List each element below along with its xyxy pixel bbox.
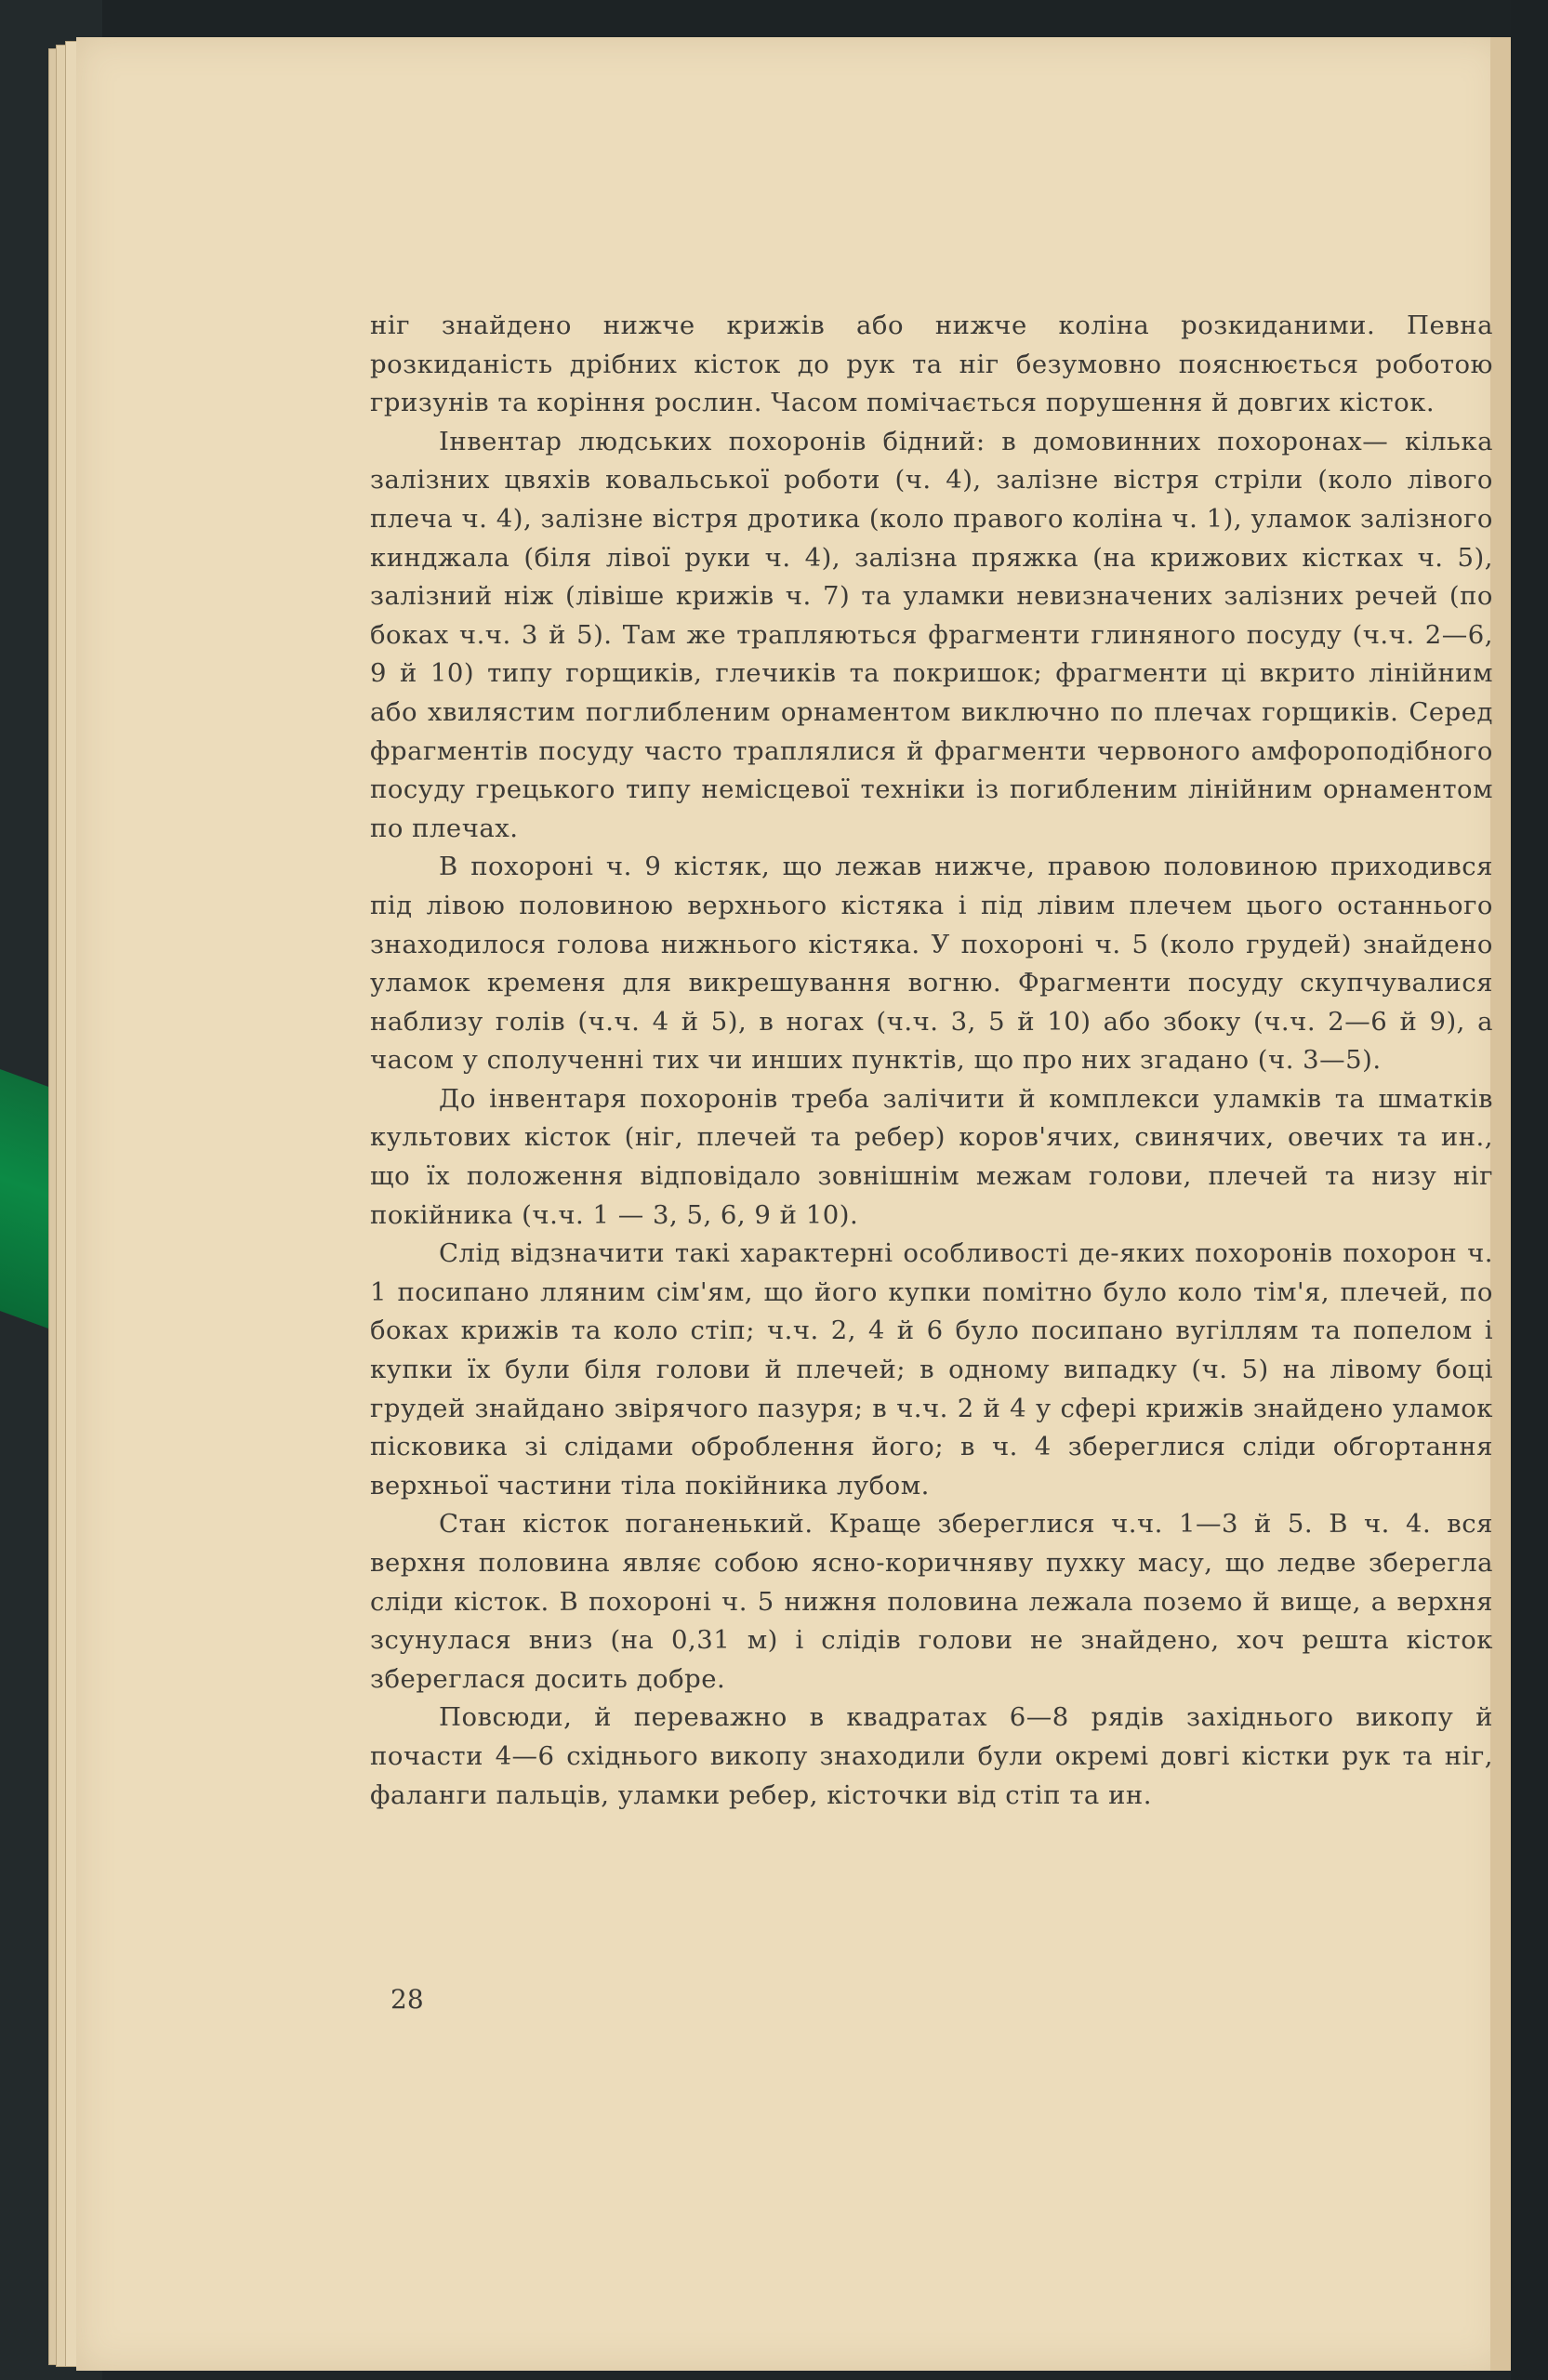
- scan-background-right: [1511, 0, 1548, 2380]
- paragraph-continuation: ніг знайдено нижче крижів або нижче коліна розкиданими. Певна розкиданість дрібних кісток до рук та ніг безумовно пояснюється роботою гризунів та коріння рослин. Часом помічається порушення й довгих кісток.: [370, 311, 1493, 418]
- paragraph-cult-bones: До інвентаря похоронів треба залічити й комплекси уламків та шматків культових кісток (ніг, плечей та ребер) коров'ячих, свинячих, овечих та ин., що їх положення відповідало зовнішнім межам голови, плечей та низу ніг покійника (ч.ч. 1 — 3, 5, 6, 9 й 10).: [370, 1083, 1493, 1230]
- paragraph-inventory: Інвентар людських похоронів бідний: в домовинних похоронах— кілька залізних цвяхів ковальської роботи (ч. 4), залізне вістря стріли (коло лівого плеча ч. 4), залізне вістря дротика (коло правого коліна ч. 1), уламок залізного кинджала (біля лівої руки ч. 4), залізна пряжка (на крижових кістках ч. 5), залізний ніж (лівіше крижів ч. 7) та уламки невизначених залізних речей (по боках ч.ч. 3 й 5). Там же трапляються фрагменти глиняного посуду (ч.ч. 2—6, 9 й 10) типу горщиків, глечиків та покришок; фрагменти ці вкрито лінійним або хвилястим поглибленим орнаментом виключно по плечах горщиків. Серед фрагментів посуду часто траплялися й фрагменти червоного амфороподібного посуду грецького типу немісцевої техніки із погибленим лінійним орнаментом по плечах.: [370, 426, 1493, 843]
- paragraph-scattered-bones: Повсюди, й переважно в квадратах 6—8 рядів західнього викопу й почасти 4—6 східнього викопу знаходили були окремі довгі кістки рук та ніг, фаланги пальців, уламки ребер, кісточки від стіп та ин.: [370, 1702, 1493, 1810]
- paragraph-bone-state: Стан кісток поганенький. Краще збереглися ч.ч. 1—3 й 5. В ч. 4. вся верхня половина являє собою ясно-коричняву пухку масу, що ледве зберегла сліди кісток. В похороні ч. 5 нижня половина лежала поземо й вище, а верхня зсунулася вниз (на 0,31 м) і слідів голови не знайдено, хоч решта кісток збереглася досить добре.: [370, 1509, 1493, 1694]
- page-binding-strip: [1490, 37, 1511, 2371]
- paragraph-burial-9: В похороні ч. 9 кістяк, що лежав нижче, правою половиною приходився під лівою половиною верхнього кістяка і під лівим плечем цього останнього знаходилося голова нижнього кістяка. У похороні ч. 5 (коло грудей) знайдено уламок кременя для викрешування вогню. Фрагменти посуду скупчувалися наблизу голів (ч.ч. 4 й 5), в ногах (ч.ч. 3, 5 й 10) або збоку (ч.ч. 2—6 й 9), а часом у сполученні тих чи инших пунктів, що про них згадано (ч. 3—5).: [370, 852, 1493, 1076]
- page-number: 28: [390, 1984, 424, 2015]
- paragraph-features: Слід відзначити такі характерні особливості де-яких похоронів похорон ч. 1 посипано лляним сім'ям, що його купки помітно було коло тім'я, плечей, по боках крижів та коло стіп; ч.ч. 2, 4 й 6 було посипано вугіллям та попелом і купки їх були біля голови й плечей; в одному випадку (ч. 5) на лівому боці грудей знайдано звірячого пазуря; в ч.ч. 2 й 4 у сфері крижів знайдено уламок пісковика зі слідами оброблення його; в ч. 4 збереглися сліди обгортання верхньої частини тіла покійника лубом.: [370, 1238, 1493, 1501]
- body-text: [370, 307, 1493, 1815]
